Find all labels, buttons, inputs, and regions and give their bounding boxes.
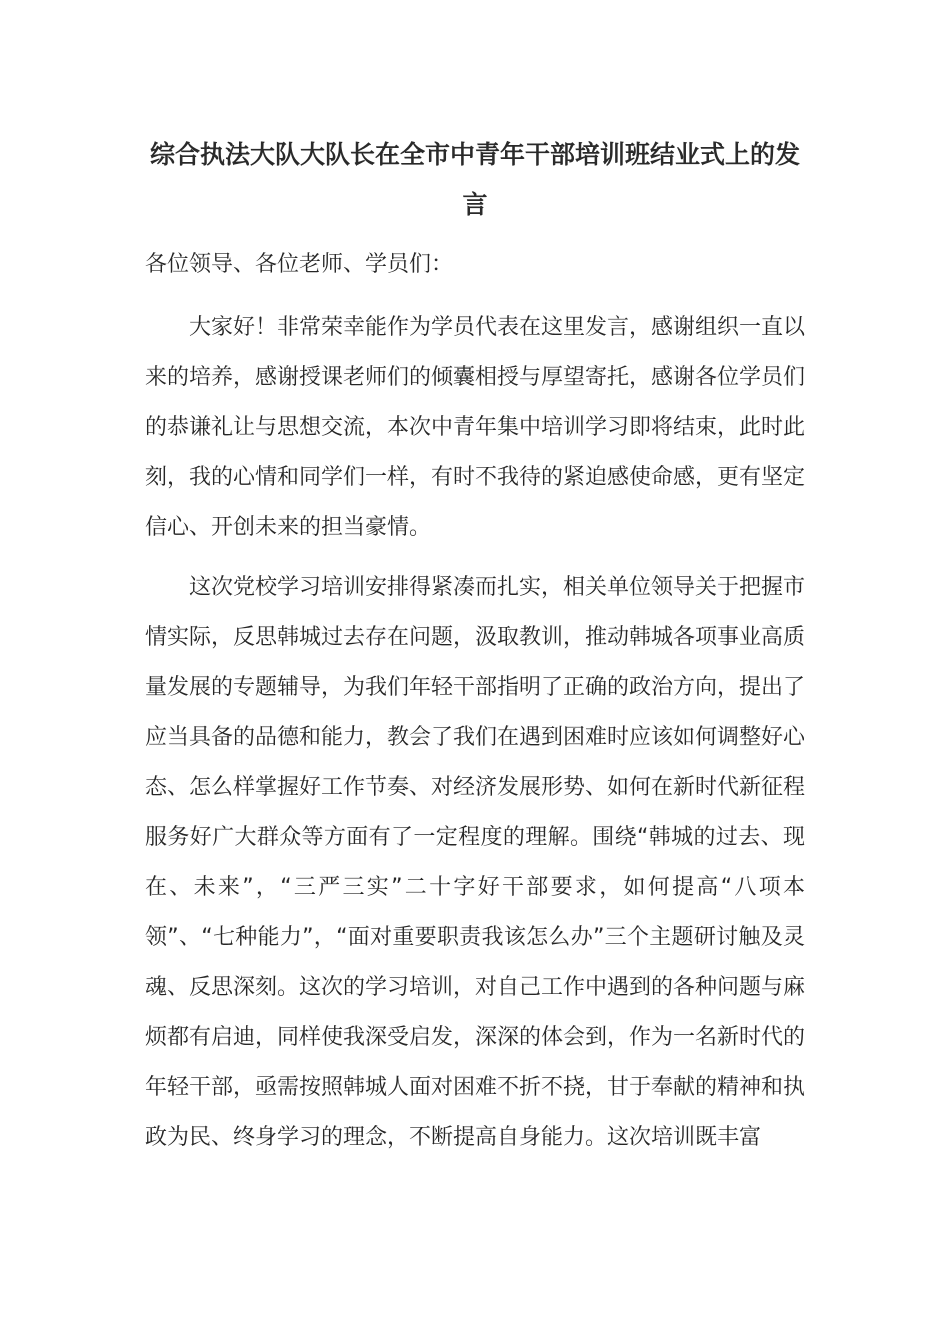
paragraph-2: 这次党校学习培训安排得紧凑而扎实，相关单位领导关于把握市情实际，反思韩城过去存在问题，汲取教训，推动韩城各项事业高质量发展的专题辅导，为我们年轻干部指明了正确的政治方向，提出了应当具备的品德和能力，教会了我们在遇到困难时应该如何调整好心态、怎么样掌握好工作节奏、对经济发展形势、如何在新时代新征程服务好广大群众等方面有了一定程度的理解。围绕“韩城的过去、现在、未来”，“三严三实”二十字好干部要求，如何提高“八项本领”、“七种能力”，“面对重要职责我该怎么办”三个主题研讨触及灵魂、反思深刻。这次的学习培训，对自己工作中遇到的各种问题与麻烦都有启迪，同样使我深受启发，深深的体会到，作为一名新时代的年轻干部，亟需按照韩城人面对困难不折不挠，甘于奉献的精神和执政为民、终身学习的理念，不断提高自身能力。这次培训既丰富 bbox=[145, 575, 806, 1150]
paragraph-1: 大家好！非常荣幸能作为学员代表在这里发言，感谢组织一直以来的培养，感谢授课老师们的倾囊相授与厚望寄托，感谢各位学员们的恭谦礼让与思想交流，本次中青年集中培训学习即将结束，此时此刻，我的心情和同学们一样，有时不我待的紧迫感使命感，更有坚定信心、开创未来的担当豪情。 bbox=[145, 315, 806, 540]
salutation: 各位领导、各位老师、学员们： bbox=[145, 252, 454, 277]
document-title: 综合执法大队大队长在全市中青年干部培训班结业式上的发言 bbox=[149, 140, 800, 219]
